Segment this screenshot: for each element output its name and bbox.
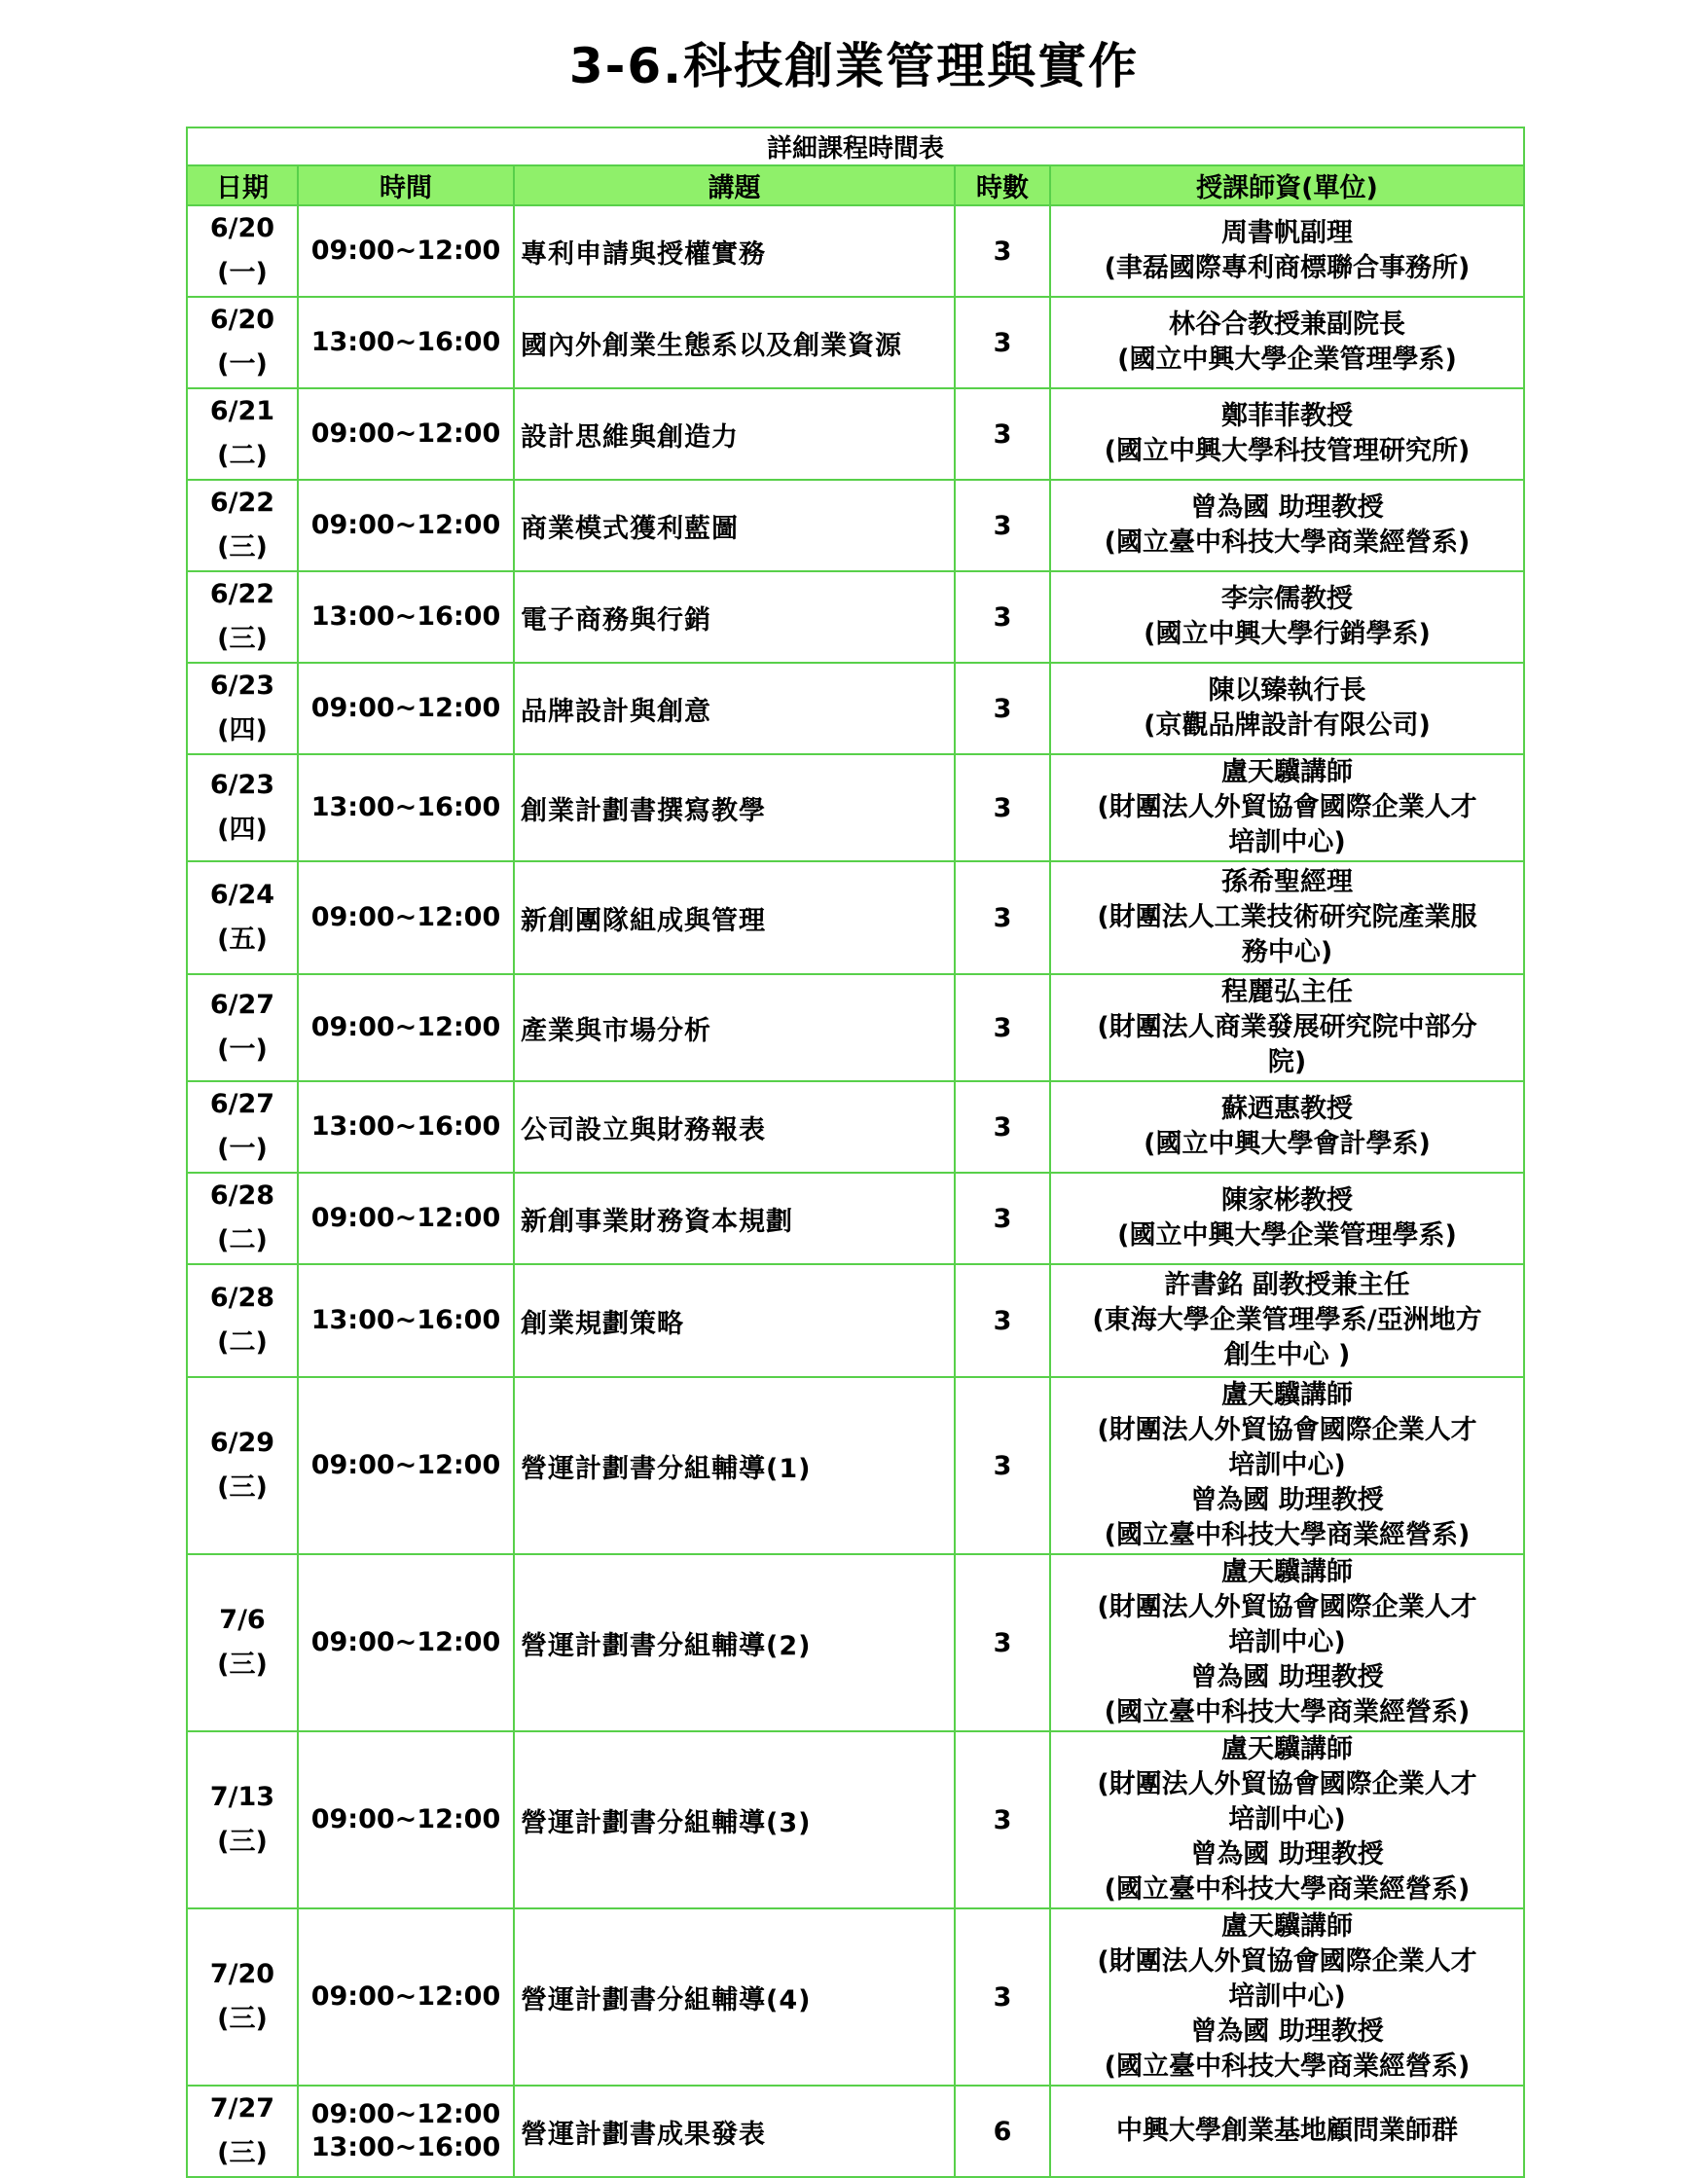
teacher-line: (國立中興大學會計學系) — [1144, 1129, 1431, 1159]
hours-cell: 3 — [955, 1081, 1050, 1173]
topic-cell: 創業計劃書撰寫教學 — [514, 754, 955, 861]
teacher-line: (財團法人工業技術研究院產業服 — [1097, 902, 1477, 932]
time-text: 09:00~12:00 — [310, 1804, 501, 1834]
teacher-cell — [1050, 297, 1524, 388]
weekday-text: (三) — [217, 1472, 268, 1503]
time-text: 13:00~16:00 — [310, 601, 501, 632]
weekday-text: (三) — [217, 2004, 268, 2034]
teacher-line: (財團法人外貿協會國際企業人才 — [1097, 792, 1477, 822]
hours-cell: 3 — [955, 571, 1050, 663]
teacher-line: (國立臺中科技大學商業經營系) — [1104, 2051, 1471, 2082]
teacher-line: (國立臺中科技大學商業經營系) — [1104, 1520, 1471, 1550]
page-title: 3-6.科技創業管理與實作 — [568, 38, 1140, 94]
time-text: 09:00~12:00 — [310, 1981, 501, 2012]
date-text: 6/23 — [209, 770, 275, 800]
hours-cell: 3 — [955, 480, 1050, 571]
time-text: 13:00~16:00 — [310, 1305, 501, 1335]
course-schedule-table — [186, 127, 1525, 2178]
time-cell — [298, 974, 514, 1081]
header-teacher: 授課師資(單位) — [1050, 165, 1524, 205]
hours-cell: 3 — [955, 1173, 1050, 1264]
hours-cell: 3 — [955, 1908, 1050, 2086]
hours-cell: 3 — [955, 861, 1050, 974]
weekday-text: (一) — [217, 349, 268, 380]
hours-cell: 3 — [955, 1554, 1050, 1731]
table-header-row — [187, 165, 1524, 205]
teacher-line: (財團法人外貿協會國際企業人才 — [1097, 1592, 1477, 1622]
topic-cell: 營運計劃書分組輔導(3) — [514, 1731, 955, 1908]
time-text: 13:00~16:00 — [310, 2132, 501, 2162]
teacher-cell — [1050, 1731, 1524, 1908]
date-text: 7/13 — [209, 1782, 275, 1812]
teacher-line: (財團法人外貿協會國際企業人才 — [1097, 1769, 1477, 1799]
date-cell — [187, 480, 298, 571]
time-cell — [298, 754, 514, 861]
date-cell — [187, 1377, 298, 1554]
time-text: 09:00~12:00 — [310, 418, 501, 449]
date-text: 7/6 — [219, 1605, 266, 1635]
date-text: 7/27 — [209, 2093, 275, 2124]
date-text: 6/20 — [209, 213, 275, 243]
date-cell — [187, 754, 298, 861]
time-text: 09:00~12:00 — [310, 902, 501, 932]
date-cell — [187, 205, 298, 297]
time-cell — [298, 388, 514, 480]
topic-cell: 產業與市場分析 — [514, 974, 955, 1081]
header-date: 日期 — [187, 165, 298, 205]
topic-cell: 品牌設計與創意 — [514, 663, 955, 754]
teacher-line: 培訓中心) — [1228, 1981, 1346, 2012]
date-text: 6/27 — [209, 990, 275, 1020]
teacher-line: (國立中興大學科技管理研究所) — [1104, 436, 1471, 466]
teacher-cell — [1050, 1081, 1524, 1173]
teacher-cell — [1050, 1264, 1524, 1377]
teacher-cell — [1050, 2086, 1524, 2177]
topic-cell: 新創團隊組成與管理 — [514, 861, 955, 974]
date-text: 6/23 — [209, 671, 275, 701]
teacher-line: 周書帆副理 — [1221, 218, 1354, 248]
time-cell — [298, 480, 514, 571]
teacher-line: 林谷合教授兼副院長 — [1169, 309, 1406, 340]
date-text: 7/20 — [209, 1959, 275, 1989]
date-text: 6/21 — [209, 396, 275, 426]
teacher-line: (國立臺中科技大學商業經營系) — [1104, 1874, 1471, 1905]
table-row — [187, 388, 1524, 480]
table-caption-row — [187, 127, 1524, 165]
topic-cell: 公司設立與財務報表 — [514, 1081, 955, 1173]
table-row — [187, 1264, 1524, 1377]
teacher-line: 曾為國 助理教授 — [1190, 1662, 1384, 1692]
time-cell — [298, 1173, 514, 1264]
topic-cell: 商業模式獲利藍圖 — [514, 480, 955, 571]
weekday-text: (一) — [217, 1035, 268, 1065]
time-text: 13:00~16:00 — [310, 792, 501, 822]
date-cell — [187, 663, 298, 754]
time-cell — [298, 1908, 514, 2086]
header-hours: 時數 — [955, 165, 1050, 205]
table-row — [187, 1081, 1524, 1173]
weekday-text: (五) — [217, 925, 268, 955]
hours-cell: 3 — [955, 974, 1050, 1081]
teacher-line: 創生中心 ) — [1223, 1340, 1351, 1370]
teacher-cell — [1050, 663, 1524, 754]
teacher-line: (財團法人外貿協會國際企業人才 — [1097, 1415, 1477, 1445]
table-row — [187, 754, 1524, 861]
topic-cell: 專利申請與授權實務 — [514, 205, 955, 297]
teacher-line: 陳家彬教授 — [1221, 1185, 1354, 1216]
table-row — [187, 974, 1524, 1081]
teacher-line: (京觀品牌設計有限公司) — [1144, 710, 1431, 741]
date-cell — [187, 1081, 298, 1173]
hours-cell: 3 — [955, 388, 1050, 480]
time-cell — [298, 205, 514, 297]
teacher-cell — [1050, 480, 1524, 571]
time-cell — [298, 1554, 514, 1731]
teacher-cell — [1050, 1908, 1524, 2086]
teacher-line: 許書銘 副教授兼主任 — [1164, 1270, 1410, 1300]
hours-cell: 3 — [955, 1377, 1050, 1554]
date-text: 6/20 — [209, 305, 275, 335]
table-row — [187, 205, 1524, 297]
weekday-text: (三) — [217, 2138, 268, 2168]
teacher-line: 程麗弘主任 — [1221, 977, 1354, 1007]
time-text: 09:00~12:00 — [310, 1450, 501, 1480]
teacher-line: 陳以臻執行長 — [1208, 675, 1366, 706]
table-row — [187, 1554, 1524, 1731]
date-cell — [187, 974, 298, 1081]
teacher-line: 培訓中心) — [1228, 1804, 1346, 1834]
date-cell — [187, 1908, 298, 2086]
time-cell — [298, 1081, 514, 1173]
time-text: 13:00~16:00 — [310, 1111, 501, 1142]
time-cell — [298, 861, 514, 974]
weekday-text: (一) — [217, 1134, 268, 1164]
hours-cell: 3 — [955, 1731, 1050, 1908]
date-cell — [187, 1264, 298, 1377]
weekday-text: (二) — [217, 1327, 268, 1358]
date-cell — [187, 1731, 298, 1908]
teacher-line: 曾為國 助理教授 — [1190, 2016, 1384, 2047]
table-row — [187, 297, 1524, 388]
time-cell — [298, 1264, 514, 1377]
hours-cell: 3 — [955, 754, 1050, 861]
teacher-line: (財團法人外貿協會國際企業人才 — [1097, 1946, 1477, 1977]
table-row — [187, 663, 1524, 754]
weekday-text: (三) — [217, 1650, 268, 1680]
teacher-line: (國立臺中科技大學商業經營系) — [1104, 1697, 1471, 1727]
teacher-line: 盧天驥講師 — [1221, 757, 1354, 787]
teacher-line: (聿磊國際專利商標聯合事務所) — [1104, 253, 1471, 283]
teacher-line: (財團法人商業發展研究院中部分 — [1097, 1012, 1477, 1042]
date-cell — [187, 1554, 298, 1731]
topic-cell: 營運計劃書分組輔導(4) — [514, 1908, 955, 2086]
date-text: 6/29 — [209, 1428, 275, 1458]
weekday-text: (四) — [217, 715, 268, 745]
time-text: 09:00~12:00 — [310, 1012, 501, 1042]
teacher-line: (國立中興大學行銷學系) — [1144, 619, 1431, 649]
table-row — [187, 1731, 1524, 1908]
teacher-cell — [1050, 974, 1524, 1081]
teacher-cell — [1050, 1377, 1524, 1554]
date-cell — [187, 2086, 298, 2177]
topic-cell: 設計思維與創造力 — [514, 388, 955, 480]
time-text: 09:00~12:00 — [310, 1627, 501, 1657]
teacher-line: (東海大學企業管理學系/亞洲地方 — [1092, 1305, 1482, 1335]
time-cell — [298, 297, 514, 388]
teacher-line: 曾為國 助理教授 — [1190, 1839, 1384, 1869]
table-row — [187, 571, 1524, 663]
teacher-line: 盧天驥講師 — [1221, 1380, 1354, 1410]
teacher-line: 鄭菲菲教授 — [1221, 401, 1354, 431]
date-text: 6/22 — [209, 488, 275, 518]
time-cell — [298, 2086, 514, 2177]
weekday-text: (三) — [217, 1827, 268, 1857]
date-cell — [187, 388, 298, 480]
header-time: 時間 — [298, 165, 514, 205]
teacher-line: 曾為國 助理教授 — [1190, 492, 1384, 523]
topic-cell: 電子商務與行銷 — [514, 571, 955, 663]
hours-cell: 3 — [955, 297, 1050, 388]
teacher-cell — [1050, 861, 1524, 974]
teacher-line: 院) — [1267, 1047, 1307, 1077]
time-cell — [298, 663, 514, 754]
teacher-line: 培訓中心) — [1228, 827, 1346, 857]
time-cell — [298, 1731, 514, 1908]
teacher-line: 培訓中心) — [1228, 1627, 1346, 1657]
teacher-cell — [1050, 1173, 1524, 1264]
time-text: 09:00~12:00 — [310, 510, 501, 540]
hours-cell: 6 — [955, 2086, 1050, 2177]
time-text: 09:00~12:00 — [310, 236, 501, 266]
date-text: 6/28 — [209, 1180, 275, 1211]
topic-cell: 營運計劃書成果發表 — [514, 2086, 955, 2177]
date-text: 6/22 — [209, 579, 275, 609]
topic-cell: 營運計劃書分組輔導(1) — [514, 1377, 955, 1554]
teacher-line: (國立中興大學企業管理學系) — [1117, 1220, 1457, 1251]
weekday-text: (三) — [217, 624, 268, 654]
time-text: 13:00~16:00 — [310, 327, 501, 357]
teacher-line: 務中心) — [1241, 937, 1333, 967]
time-cell — [298, 571, 514, 663]
date-text: 6/28 — [209, 1283, 275, 1313]
time-text: 09:00~12:00 — [310, 1203, 501, 1233]
teacher-line: 中興大學創業基地顧問業師群 — [1116, 2116, 1459, 2146]
teacher-line: 盧天驥講師 — [1221, 1911, 1354, 1942]
teacher-line: 盧天驥講師 — [1221, 1557, 1354, 1587]
weekday-text: (三) — [217, 532, 268, 563]
teacher-cell — [1050, 754, 1524, 861]
time-text: 09:00~12:00 — [310, 2099, 501, 2129]
teacher-cell — [1050, 571, 1524, 663]
teacher-cell — [1050, 1554, 1524, 1731]
topic-cell: 新創事業財務資本規劃 — [514, 1173, 955, 1264]
date-text: 6/27 — [209, 1089, 275, 1119]
weekday-text: (四) — [217, 815, 268, 845]
table-row — [187, 480, 1524, 571]
hours-cell: 3 — [955, 663, 1050, 754]
teacher-line: 李宗儒教授 — [1221, 584, 1354, 614]
weekday-text: (二) — [217, 441, 268, 471]
hours-cell: 3 — [955, 205, 1050, 297]
teacher-line: 盧天驥講師 — [1221, 1734, 1354, 1764]
teacher-line: (國立中興大學企業管理學系) — [1117, 345, 1457, 375]
table-row — [187, 1377, 1524, 1554]
time-text: 09:00~12:00 — [310, 693, 501, 723]
date-cell — [187, 1173, 298, 1264]
topic-cell: 營運計劃書分組輔導(2) — [514, 1554, 955, 1731]
teacher-cell — [1050, 205, 1524, 297]
topic-cell: 國內外創業生態系以及創業資源 — [514, 297, 955, 388]
table-row — [187, 861, 1524, 974]
table-row — [187, 2086, 1524, 2177]
table-caption: 詳細課程時間表 — [187, 127, 1524, 165]
teacher-line: 曾為國 助理教授 — [1190, 1485, 1384, 1515]
date-cell — [187, 861, 298, 974]
date-cell — [187, 297, 298, 388]
hours-cell: 3 — [955, 1264, 1050, 1377]
teacher-line: (國立臺中科技大學商業經營系) — [1104, 527, 1471, 558]
teacher-line: 孫希聖經理 — [1221, 867, 1354, 897]
weekday-text: (一) — [217, 258, 268, 288]
table-row — [187, 1908, 1524, 2086]
table-row — [187, 1173, 1524, 1264]
teacher-line: 培訓中心) — [1228, 1450, 1346, 1480]
time-cell — [298, 1377, 514, 1554]
date-cell — [187, 571, 298, 663]
header-topic: 講題 — [514, 165, 955, 205]
date-text: 6/24 — [209, 880, 275, 910]
teacher-line: 蘇迺惠教授 — [1221, 1094, 1354, 1124]
teacher-cell — [1050, 388, 1524, 480]
topic-cell: 創業規劃策略 — [514, 1264, 955, 1377]
weekday-text: (二) — [217, 1225, 268, 1255]
